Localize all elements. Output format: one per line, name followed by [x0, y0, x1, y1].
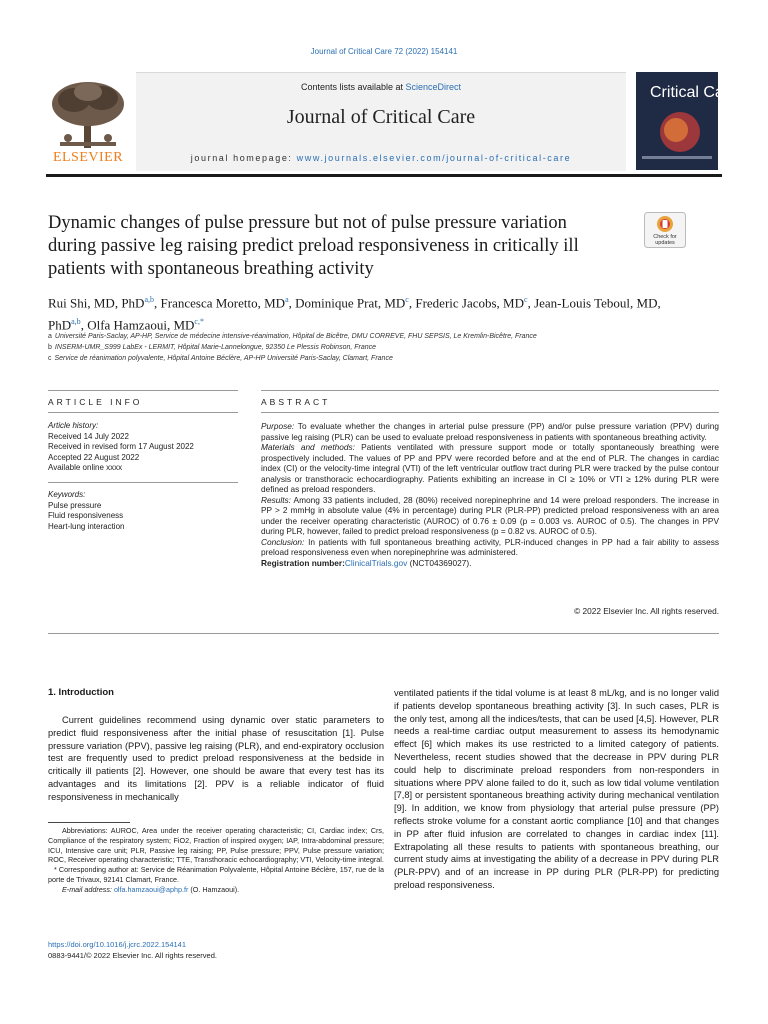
journal-citation[interactable]: Journal of Critical Care 72 (2022) 154141	[310, 47, 458, 56]
author-affiliation-marker[interactable]: a,b	[71, 317, 81, 327]
email-label: E-mail address:	[62, 884, 114, 894]
contents-line	[136, 82, 626, 92]
section-heading: 1. Introduction	[48, 687, 114, 698]
cover-title: Critical Care	[650, 84, 739, 101]
info-rule-mid	[48, 412, 238, 413]
doi-link[interactable]: https://doi.org/10.1016/j.jcrc.2022.154141	[48, 940, 187, 949]
homepage-link[interactable]: www.journals.elsevier.com/journal-of-critical-care	[296, 153, 572, 163]
purpose-label: Purpose:	[261, 421, 295, 431]
contents-prefix: Contents lists available at	[300, 82, 406, 92]
elsevier-wordmark: ELSEVIER	[52, 150, 124, 165]
sciencedirect-link[interactable]: ScienceDirect	[405, 82, 462, 92]
author-affiliation-marker[interactable]: a	[285, 295, 289, 304]
affiliation-text: Université Paris-Saclay, AP-HP, Service de médecine intensive-réanimation, Hôpital de Bicêtre, DMU CORREVE, FHU SEPSIS, Le Kremlin-Bicêtre, France	[54, 333, 537, 340]
author-name[interactable]: Rui Shi, MD, PhD	[48, 295, 145, 311]
homepage-prefix: journal homepage:	[190, 153, 297, 163]
corresponding-author-footnote: * Corresponding author at: Service de Réanimation Polyvalente, Hôpital Antoine Béclère, 157, rue de la porte de Trivaux, 92141 Clamart, France.	[48, 865, 384, 884]
body-column-left	[48, 714, 384, 804]
footnote-rule	[48, 822, 130, 823]
body-column-right	[394, 687, 719, 892]
author-name[interactable]: Dominique Prat, MD	[295, 295, 406, 311]
email-suffix: (O. Hamzaoui).	[188, 884, 240, 894]
abstract-heading: ABSTRACT	[261, 397, 331, 407]
author-list: Rui Shi, MD, PhD$^{a,b}$, Francesca Moretto, $MD^a$, Dominique Prat, $MD^c$, Frederic Jacobs, $MD^c$, Jean-Louis Teboul, MD, PhD$^{a,b}$, Olfa Hamzaoui, $MD^{c,*}$	[48, 295, 661, 333]
footnotes	[48, 826, 384, 895]
history-online: Available online xxxx	[48, 463, 123, 472]
article-history	[48, 421, 238, 474]
intro-paragraph-continued: ventilated patients if the tidal volume is at least 8 mL/kg, and is no longer valid if patients develop spontaneous breathing activity [3]. In such cases, PLR is the only test, among all the indices/tests, that can be used [4,5]. However, PLR needs a real-time cardiac output measurement to assess its hemodynamic effect [6] which makes its use restricted to a limited category of patients. Nevertheless, recent studies showed that the decrease in PPV during PLR could help to discriminate preload responders from non-responders in situations where PPV alone failed to do it, such as low tidal volume ventilation [7,8] or persistent spontaneous breathing activity during mechanical ventilation [9]. In addition, we know from physiology that arterial pulse pressure (PP) reflects stroke volume for a constant aortic compliance [10] and that changes in PP after fluid infusion are correlated to changes in cardiac index [11]. Extrapolating all these results to patients with spontaneous breathing, our current study aims at investigating the ability of a decrease in PPV during PLR (PLR-PPV) and of an increase in PP during PLR (PLR-PP) for predicting preload responsiveness.	[394, 688, 719, 890]
results-label: Results:	[261, 494, 291, 505]
affiliation-text: Service de réanimation polyvalente, Hôpital Antoine Béclère, AP-HP Université Paris-Saclay, Clamart, France	[54, 355, 393, 362]
affiliation-marker: b	[48, 344, 52, 351]
history-accepted: Accepted 22 August 2022	[48, 452, 140, 462]
issn-line: 0883-9441/© 2022 Elsevier Inc. All rights reserved.	[48, 951, 217, 960]
keyword-item: Fluid responsiveness	[48, 511, 124, 520]
intro-paragraph: Current guidelines recommend using dynamic over static parameters to predict fluid responsiveness after the initial phase of resuscitation [1]. Pulse pressure variation (PPV), passive leg raising (PLR), and end-expiratory occlusion test are frequently used to predict preload responsiveness at the bedside in critically ill patients [2]. However, one should be aware that every test has its advantages and its limitations [2]. PPV is a reliable indicator of fluid responsiveness in mechanically	[48, 715, 384, 802]
info-rule-keywords	[48, 482, 238, 483]
registration-label: Registration number:	[261, 557, 345, 568]
author-name[interactable]: Francesca Moretto, MD	[160, 295, 286, 311]
clinicaltrials-link[interactable]: ClinicalTrials.gov	[344, 557, 408, 568]
affiliation-item	[48, 342, 708, 353]
abstract-body	[261, 421, 719, 568]
results-text: Among 33 patients included, 28 (80%) received norepinephrine and 14 were preload responders. The increase in PP > 2 mmHg in absolute value (4% in percentage) during PLR (PLR-PP) predicted preload responsiveness with an area under the receiver operating characteristic (AUROC) of 0.76 ± 0.09 (p = 0.003 vs. AUROC of 0.5). The changes in PPV during PLR, however, failed to predict preload responsiveness (p = 0.82 vs. AUROC of 0.5).	[261, 494, 719, 536]
affiliation-marker: a	[48, 333, 52, 340]
affiliation-text: INSERM-UMR_S999 LabEx - LERMIT, Hôpital Marie-Lannelongue, 92350 Le Plessis Robinson, France	[54, 344, 377, 351]
author-name[interactable]: Olfa Hamzaoui, MD	[87, 317, 195, 333]
abstract-rule-top	[261, 390, 719, 391]
copyright: © 2022 Elsevier Inc. All rights reserved.	[574, 606, 719, 616]
affiliation-item	[48, 331, 708, 342]
history-label: Article history:	[48, 421, 99, 430]
abbreviations-footnote: Abbreviations: AUROC, Area under the receiver operating characteristic; CI, Cardiac index; Crs, Compliance of the respiratory system; FiO2, Fraction of inspired oxygen; IAP, Intra-abdominal pressure; ICU, Intensive care unit; PLR, Passive leg raising; PP, Pulse pressure; PPV, Pulse pressure variation; ROC, Receiver operating characteristic; TTE, Transthoracic echocardiography; VTI, Velocity-time integral.	[48, 826, 384, 865]
check-for-updates-button[interactable]	[644, 212, 686, 248]
author-affiliation-marker[interactable]: a,b	[144, 295, 155, 304]
purpose-text: To evaluate whether the changes in arterial pulse pressure (PP) and/or pulse pressure variation (PPV) during passive leg raising (PLR) can be used to evaluate preload responsiveness in patients with spontaneous breathing activity.	[261, 421, 719, 442]
author-affiliation-marker[interactable]: c,*	[194, 317, 204, 327]
affiliation-marker: c	[48, 355, 52, 362]
keywords-label: Keywords:	[48, 490, 86, 499]
info-rule-top	[48, 390, 238, 391]
article-title: Dynamic changes of pulse pressure but not of pulse pressure variation during passive leg raising predict preload responsiveness in critically ill patients with spontaneous breathing activity	[48, 213, 579, 279]
history-received: Received 14 July 2022	[48, 431, 129, 441]
email-footnote	[48, 885, 384, 895]
affiliation-item	[48, 353, 708, 364]
keyword-item: Heart-lung interaction	[48, 521, 125, 531]
author-name[interactable]: Jean-Louis Teboul, MD, PhD	[48, 295, 661, 333]
registration-id: (NCT04369027).	[407, 557, 472, 568]
conclusion-text: In patients with full spontaneous breathing activity, PLR-induced changes in PP had a fair ability to assess preload responsiveness even when norepinephrine was administered.	[261, 536, 719, 557]
author-name[interactable]: Frederic Jacobs, MD	[415, 295, 525, 311]
keywords	[48, 490, 238, 532]
article-info-heading: ARTICLE INFO	[48, 397, 143, 407]
homepage-line	[136, 153, 626, 163]
masthead-rule	[46, 174, 722, 177]
abstract-rule-mid	[261, 412, 719, 413]
keyword-item: Pulse pressure	[48, 500, 102, 510]
abstract-rule-bottom	[48, 633, 719, 634]
methods-label: Materials and methods:	[261, 442, 355, 452]
methods-text: Patients ventilated with pressure support mode or totally spontaneously breathing were prospectively included. The values of PP and PPV were recorded before and at the end of PLR. The changes in cardiac index (CI) or the velocity-time integral (VTI) of the left ventricular outflow tract during PLR were tracked by the pulse contour analysis or transthoracic echocardiography. Patients exhibiting an increase in CI ≥ 10% or VTI ≥ 12% during PLR were defined as preload responders.	[261, 442, 719, 494]
journal-title[interactable]: Journal of Critical Care	[286, 106, 476, 128]
conclusion-label: Conclusion:	[261, 536, 305, 547]
author-affiliation-marker[interactable]: c	[405, 295, 409, 304]
check-updates-label: Check for updates	[653, 234, 677, 246]
email-link[interactable]: olfa.hamzaoui@aphp.fr	[113, 884, 189, 894]
author-affiliation-marker[interactable]: c	[524, 295, 528, 304]
history-revised: Received in revised form 17 August 2022	[48, 442, 194, 451]
affiliations	[48, 331, 708, 364]
